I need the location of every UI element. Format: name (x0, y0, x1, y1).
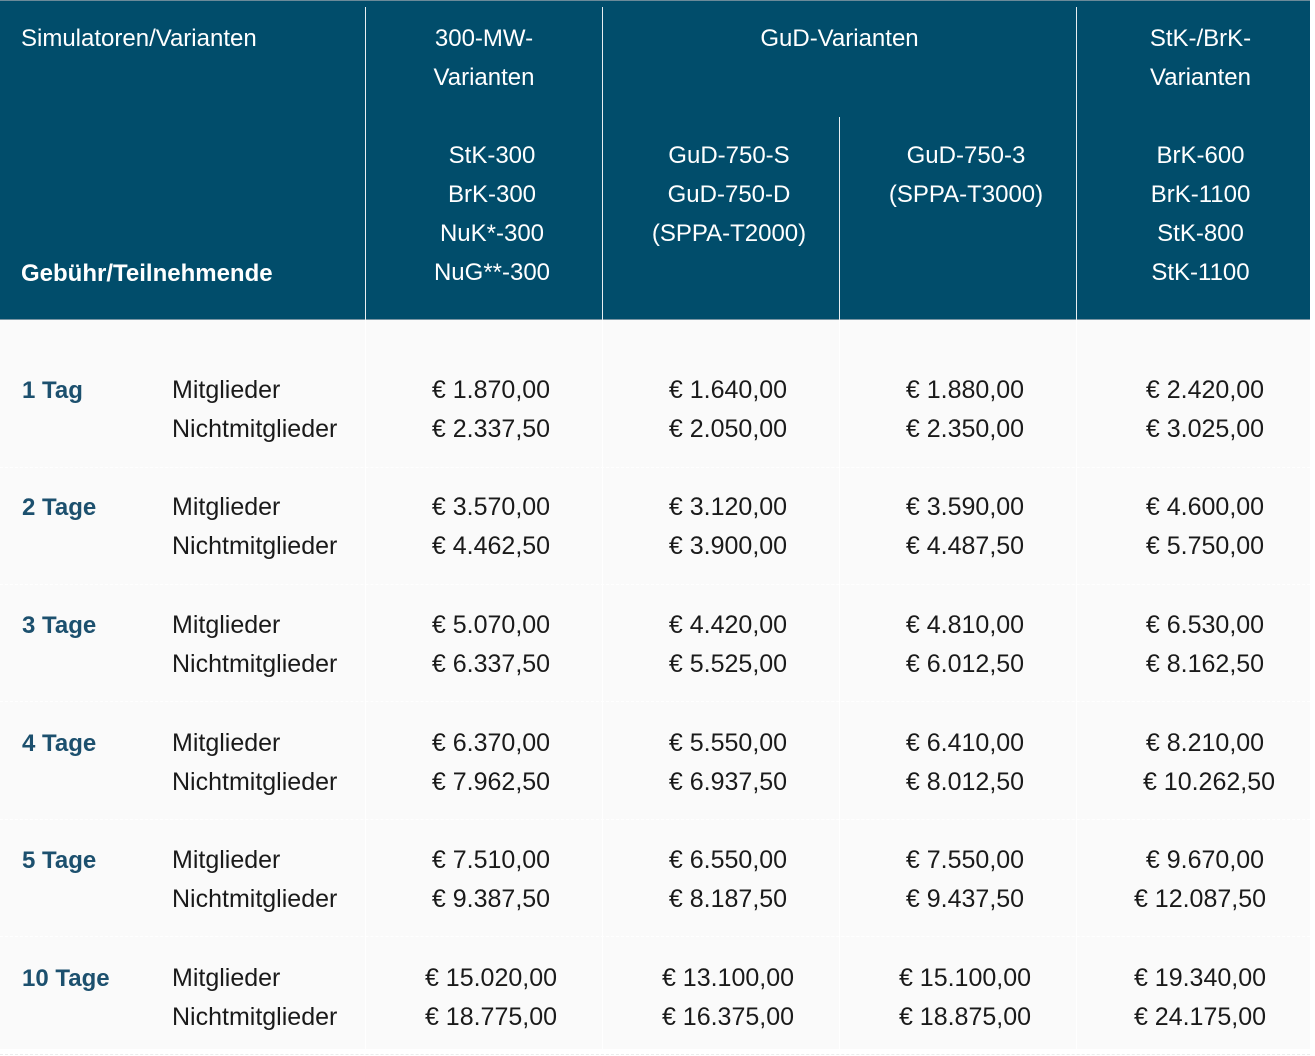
price-cell: € 2.337,50 (431, 415, 551, 443)
price-cell: € 8.162,50 (1145, 650, 1265, 678)
nonmember-label: Nichtmitglieder (172, 885, 338, 913)
day-label: 10 Tage (22, 965, 110, 992)
price-cell: € 6.937,50 (668, 768, 788, 796)
price-cell: € 3.025,00 (1145, 415, 1265, 443)
corner-header-top: Simulatoren/Varianten (21, 25, 257, 52)
price-cell: € 6.370,00 (431, 729, 551, 757)
price-cell: € 6.410,00 (905, 729, 1025, 757)
table-row (0, 703, 1310, 820)
table-row (0, 820, 1310, 937)
variants-gud-t2000: GuD-750-S GuD-750-D (SPPA-T2000) (651, 142, 807, 247)
table-row (0, 468, 1310, 585)
price-cell: € 9.437,50 (905, 885, 1025, 913)
price-cell: € 3.590,00 (905, 493, 1025, 521)
price-cell: € 12.087,50 (1133, 885, 1267, 913)
price-cell: € 2.350,00 (905, 415, 1025, 443)
price-cell: € 6.550,00 (668, 846, 788, 874)
day-label: 1 Tag (22, 377, 83, 404)
member-label: Mitglieder (172, 376, 281, 404)
price-cell: € 9.670,00 (1145, 846, 1265, 874)
day-label: 3 Tage (22, 612, 97, 639)
price-cell: € 1.870,00 (431, 376, 551, 404)
price-cell: € 8.012,50 (905, 768, 1025, 796)
price-cell: € 5.070,00 (431, 611, 551, 639)
nonmember-label: Nichtmitglieder (172, 532, 338, 560)
price-cell: € 4.462,50 (431, 532, 551, 560)
nonmember-label: Nichtmitglieder (172, 650, 338, 678)
price-cell: € 2.050,00 (668, 415, 788, 443)
variants-300mw: StK-300 BrK-300 NuK*-300 NuG**-300 (433, 142, 551, 286)
member-label: Mitglieder (172, 964, 281, 992)
price-cell: € 4.810,00 (905, 611, 1025, 639)
price-cell: € 2.420,00 (1145, 376, 1265, 404)
group-header-stk-brk: StK-/BrK- Varianten (1149, 25, 1252, 91)
group-header-300mw: 300-MW- Varianten (433, 25, 535, 91)
price-cell: € 18.775,00 (424, 1003, 558, 1031)
day-label: 5 Tage (22, 847, 97, 874)
price-cell: € 8.187,50 (668, 885, 788, 913)
price-cell: € 18.875,00 (898, 1003, 1032, 1031)
price-cell: € 1.640,00 (668, 376, 788, 404)
variants-gud-t3000: GuD-750-3 (SPPA-T3000) (888, 142, 1044, 208)
price-cell: € 15.020,00 (424, 964, 558, 992)
price-cell: € 7.550,00 (905, 846, 1025, 874)
price-cell: € 3.570,00 (431, 493, 551, 521)
table-row (0, 351, 1310, 468)
price-cell: € 6.530,00 (1145, 611, 1265, 639)
variants-stk-brk: BrK-600 BrK-1100 StK-800 StK-1100 (1150, 142, 1251, 286)
price-cell: € 10.262,50 (1142, 768, 1276, 796)
price-cell: € 5.550,00 (668, 729, 788, 757)
price-cell: € 4.600,00 (1145, 493, 1265, 521)
price-cell: € 6.337,50 (431, 650, 551, 678)
price-cell: € 1.880,00 (905, 376, 1025, 404)
price-cell: € 13.100,00 (661, 964, 795, 992)
day-label: 4 Tage (22, 730, 97, 757)
nonmember-label: Nichtmitglieder (172, 1003, 338, 1031)
price-cell: € 8.210,00 (1145, 729, 1265, 757)
member-label: Mitglieder (172, 846, 281, 874)
price-cell: € 5.525,00 (668, 650, 788, 678)
member-label: Mitglieder (172, 729, 281, 757)
nonmember-label: Nichtmitglieder (172, 768, 338, 796)
price-cell: € 9.387,50 (431, 885, 551, 913)
price-cell: € 7.962,50 (431, 768, 551, 796)
group-header-gud: GuD-Varianten (760, 25, 919, 52)
member-label: Mitglieder (172, 611, 281, 639)
price-cell: € 3.120,00 (668, 493, 788, 521)
corner-header-bottom: Gebühr/Teilnehmende (21, 260, 273, 287)
price-cell: € 16.375,00 (661, 1003, 795, 1031)
day-label: 2 Tage (22, 494, 97, 521)
price-cell: € 6.012,50 (905, 650, 1025, 678)
price-cell: € 4.487,50 (905, 532, 1025, 560)
price-cell: € 3.900,00 (668, 532, 788, 560)
price-cell: € 24.175,00 (1133, 1003, 1267, 1031)
price-cell: € 7.510,00 (431, 846, 551, 874)
table-row (0, 585, 1310, 702)
price-cell: € 4.420,00 (668, 611, 788, 639)
price-cell: € 19.340,00 (1133, 964, 1267, 992)
member-label: Mitglieder (172, 493, 281, 521)
table-header (0, 0, 1310, 320)
price-cell: € 15.100,00 (898, 964, 1032, 992)
nonmember-label: Nichtmitglieder (172, 415, 338, 443)
price-cell: € 5.750,00 (1145, 532, 1265, 560)
table-row (0, 938, 1310, 1055)
